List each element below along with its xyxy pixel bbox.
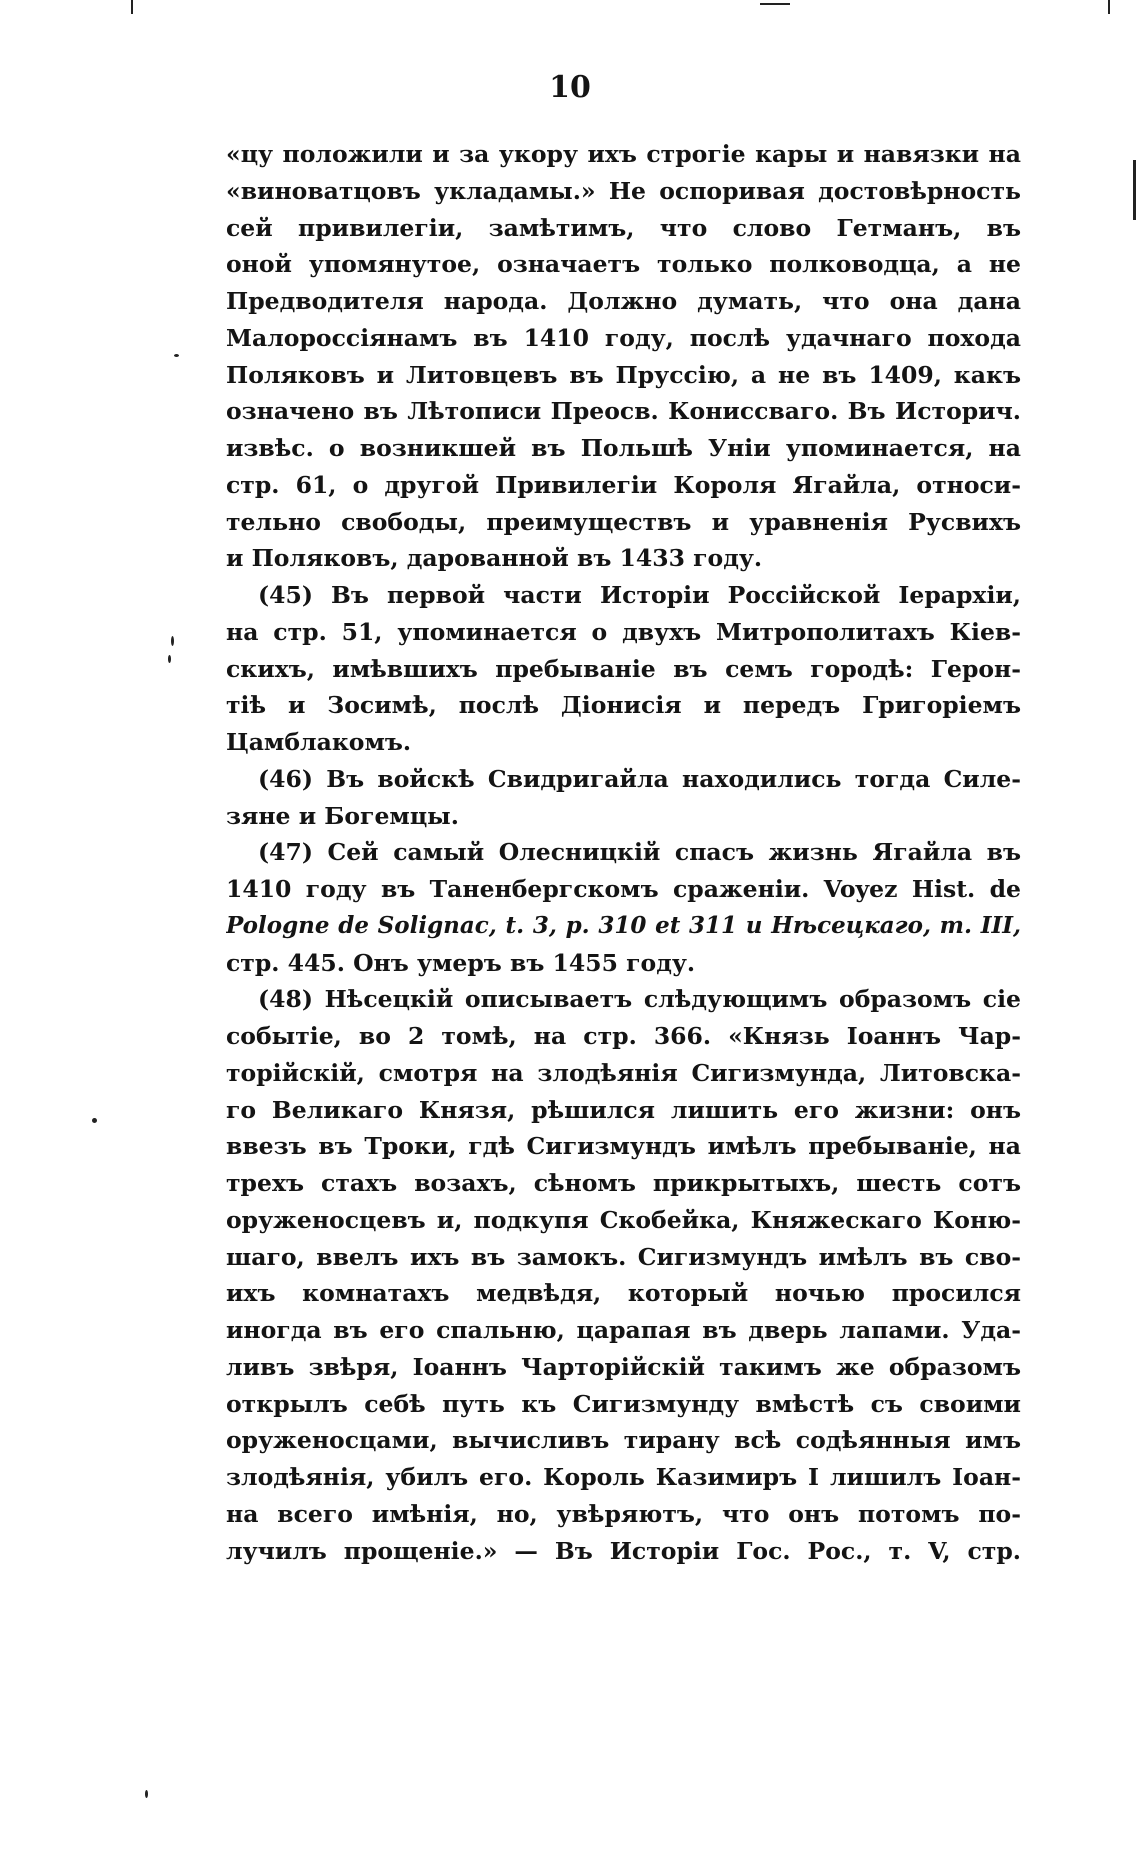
footnote-45-start: (45) Въ первой части Исторіи Россійской Іерархіи, <box>258 581 1021 609</box>
text-line: тельно свободы, преимуществъ и уравненія Русвихъ <box>226 507 1021 536</box>
text-line: Предводителя народа. Должно думать, что она дана <box>226 287 1021 315</box>
scan-speck <box>145 1790 148 1798</box>
page-number: 10 <box>549 70 591 105</box>
text-line: сей привилегіи, замѣтимъ, что слово Гетманъ, въ <box>226 213 1021 242</box>
text-line: на всего имѣнія, но, увѣряютъ, что онъ потомъ по- <box>226 1499 1021 1528</box>
footnote-46-start: (46) Въ войскѣ Свидригайла находились тогда Силе- <box>258 764 1021 793</box>
text-line: стр. 445. Онъ умеръ въ 1455 году. <box>226 948 696 977</box>
text-line: торійскій, смотря на злодѣянія Сигизмунда, Литовска- <box>226 1058 1021 1087</box>
text-line: ввезъ въ Троки, гдѣ Сигизмундъ имѣлъ пребываніе, на <box>226 1132 1021 1161</box>
scan-speck <box>171 636 174 646</box>
scan-edge-mark-top-left <box>131 0 133 14</box>
text-line: скихъ, имѣвшихъ пребываніе въ семъ городѣ: Герон- <box>226 654 1021 683</box>
body-text <box>226 136 1021 1569</box>
text-line: оной упомянутое, означаетъ только полководца, а не <box>226 250 1021 279</box>
text-line: ихъ комнатахъ медвѣдя, который ночью просился <box>226 1279 1021 1308</box>
text-line: зяне и Богемцы. <box>226 801 459 830</box>
footnote-48-start: (48) Нѣсецкій описываетъ слѣдующимъ образомъ сіе <box>258 985 1021 1014</box>
text-line: оруженосцевъ и, подкупя Скобейка, Княжескаго Коню- <box>226 1205 1021 1234</box>
text-line: иногда въ его спальню, царапая въ дверь лапами. Уда- <box>226 1316 1021 1344</box>
text-line: на стр. 51, упоминается о двухъ Митрополитахъ Кіев- <box>226 617 1021 646</box>
scan-speck <box>168 655 171 663</box>
text-line: Цамблакомъ. <box>226 728 412 756</box>
text-line: Малороссіянамъ въ 1410 году, послѣ удачнаго похода <box>226 323 1021 352</box>
text-line: тіѣ и Зосимѣ, послѣ Діонисія и передъ Григоріемъ <box>226 691 1021 720</box>
text-line: ливъ звѣря, Іоаннъ Чарторійскій такимъ же образомъ <box>226 1352 1021 1381</box>
scan-edge-dash-top <box>760 3 790 5</box>
scan-speck <box>174 354 179 357</box>
text-line: «виноватцовъ укладамы.» Не оспоривая достовѣрность <box>226 176 1021 205</box>
text-line: событіе, во 2 томѣ, на стр. 366. «Князь Іоаннъ Чар- <box>226 1022 1021 1050</box>
text-line: злодѣянія, убилъ его. Король Казимиръ I лишилъ Іоан- <box>226 1463 1021 1491</box>
text-line: оруженосцами, вычисливъ тирану всѣ содѣянныя имъ <box>226 1426 1021 1455</box>
text-line: шаго, ввелъ ихъ въ замокъ. Сигизмундъ имѣлъ въ сво- <box>226 1242 1021 1271</box>
scan-speck <box>92 1118 97 1123</box>
scan-edge-mark-top-right <box>1108 0 1110 14</box>
text-line: стр. 61, о другой Привилегіи Короля Ягайла, относи- <box>226 470 1021 499</box>
text-line: означено въ Лѣтописи Преосв. Кониссваго. Въ Историч. <box>226 397 1021 426</box>
text-line: 1410 году въ Таненбергскомъ сраженіи. Voyez Hist. de <box>226 875 1021 903</box>
text-line: Поляковъ и Литовцевъ въ Пруссію, а не въ 1409, какъ <box>226 360 1021 389</box>
scan-edge-mark-right <box>1133 160 1136 220</box>
footnote-47-start: (47) Сей самый Олесницкій спасъ жизнь Ягайла въ <box>258 838 1021 867</box>
text-line: извѣс. о возникшей въ Польшѣ Уніи упоминается, на <box>226 434 1021 462</box>
text-line: Pologne de Solignac, t. 3, p. 310 et 311 и Нѣсецкаго, т. III, <box>226 911 1021 939</box>
text-line: открылъ себѣ путь къ Сигизмунду вмѣстѣ съ своими <box>226 1389 1021 1418</box>
text-line: «цу положили и за укору ихъ строгіе кары и навязки на <box>226 140 1021 168</box>
text-line: лучилъ прощеніе.» — Въ Исторіи Гос. Рос., т. V, стр. <box>226 1536 1021 1565</box>
text-line: и Поляковъ, дарованной въ 1433 году. <box>226 544 763 573</box>
text-line: го Великаго Князя, рѣшился лишить его жизни: онъ <box>226 1095 1021 1124</box>
text-line: трехъ стахъ возахъ, сѣномъ прикрытыхъ, шесть сотъ <box>226 1169 1021 1197</box>
